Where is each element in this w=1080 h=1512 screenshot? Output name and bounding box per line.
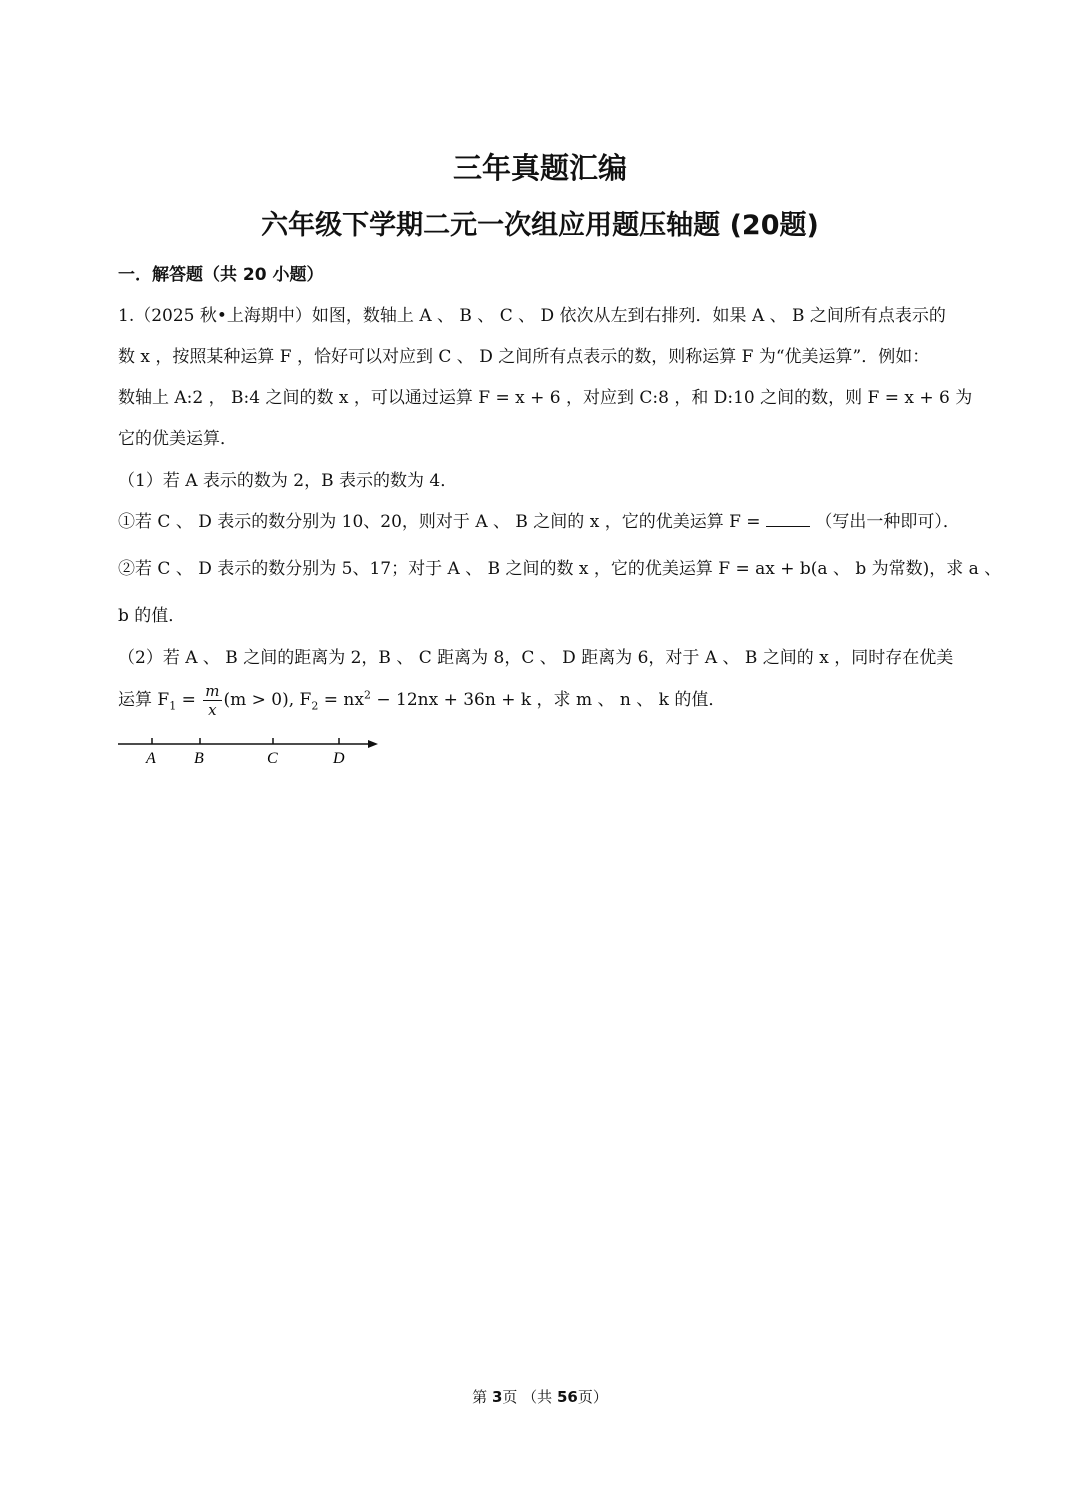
question-1-2: ②若 C 、 D 表示的数分别为 5、17；对于 A 、 B 之间的数 x ，它的优美运算 F = ax + b(a 、 b 为常数)，求 a 、 xyxy=(118,559,1002,579)
page-title: 三年真题汇编 xyxy=(452,151,627,185)
problem-line-3: 数轴上 A:2 ， B:4 之间的数 x ，可以通过运算 F = x + 6 ，对应到 C:8 ，和 D:10 之间的数，则 F = x + 6 为 xyxy=(118,388,973,408)
subscript-1: 1 xyxy=(169,699,177,713)
problem-line-4: 它的优美运算． xyxy=(118,429,237,449)
label-d: D xyxy=(333,750,345,767)
question-1-1-suffix: （写出一种即可）． xyxy=(809,512,960,532)
part-1-heading: （1）若 A 表示的数为 2，B 表示的数为 4． xyxy=(118,471,458,491)
label-a: A xyxy=(146,750,156,767)
superscript-2: 2 xyxy=(363,688,371,702)
fraction-m-over-x xyxy=(203,682,221,719)
question-1-2-end: b 的值． xyxy=(118,606,186,626)
fraction-denominator: x xyxy=(208,701,217,719)
subscript-2: 2 xyxy=(311,699,319,713)
label-c: C xyxy=(267,750,278,767)
part-2-formula-line xyxy=(118,682,725,719)
part-2-heading: （2）若 A 、 B 之间的距离为 2，B 、 C 距离为 8，C 、 D 距离为 6，对于 A 、 B 之间的 x ，同时存在优美 xyxy=(118,648,954,668)
section-heading: 一．解答题（共 20 小题） xyxy=(118,265,324,285)
equals-sign: = xyxy=(176,690,202,710)
current-page-number: 3 xyxy=(491,1388,503,1406)
formula-mid: (m > 0), F xyxy=(223,690,312,710)
question-1-1 xyxy=(118,507,960,532)
question-1-1-text: ①若 C 、 D 表示的数分别为 10、20，则对于 A 、 B 之间的 x ，它的优美运算 F = xyxy=(118,512,766,532)
page-footer xyxy=(0,1386,1080,1407)
formula-end: − 12nx + 36n + k ，求 m 、 n 、 k 的值． xyxy=(370,690,726,710)
footer-middle: 页 （共 xyxy=(502,1388,557,1406)
arrow-head-icon xyxy=(368,740,378,748)
formula-prefix: 运算 F xyxy=(118,690,170,710)
total-pages: 56 xyxy=(556,1388,578,1406)
problem-line-1: 1.（2025 秋•上海期中）如图，数轴上 A 、 B 、 C 、 D 依次从左到右排列．如果 A 、 B 之间所有点表示的 xyxy=(118,306,946,326)
problem-line-2: 数 x ，按照某种运算 F ，恰好可以对应到 C 、 D 之间所有点表示的数，则称运算 F 为“优美运算”．例如： xyxy=(118,347,930,367)
footer-suffix: 页） xyxy=(577,1388,608,1406)
label-b: B xyxy=(194,750,204,767)
number-line-figure xyxy=(116,730,386,770)
answer-blank xyxy=(766,525,810,527)
fraction-numerator: m xyxy=(205,682,220,700)
formula-nx: = nx xyxy=(318,690,364,710)
page-subtitle: 六年级下学期二元一次组应用题压轴题 (20题) xyxy=(261,210,819,241)
footer-prefix: 第 xyxy=(472,1388,492,1406)
